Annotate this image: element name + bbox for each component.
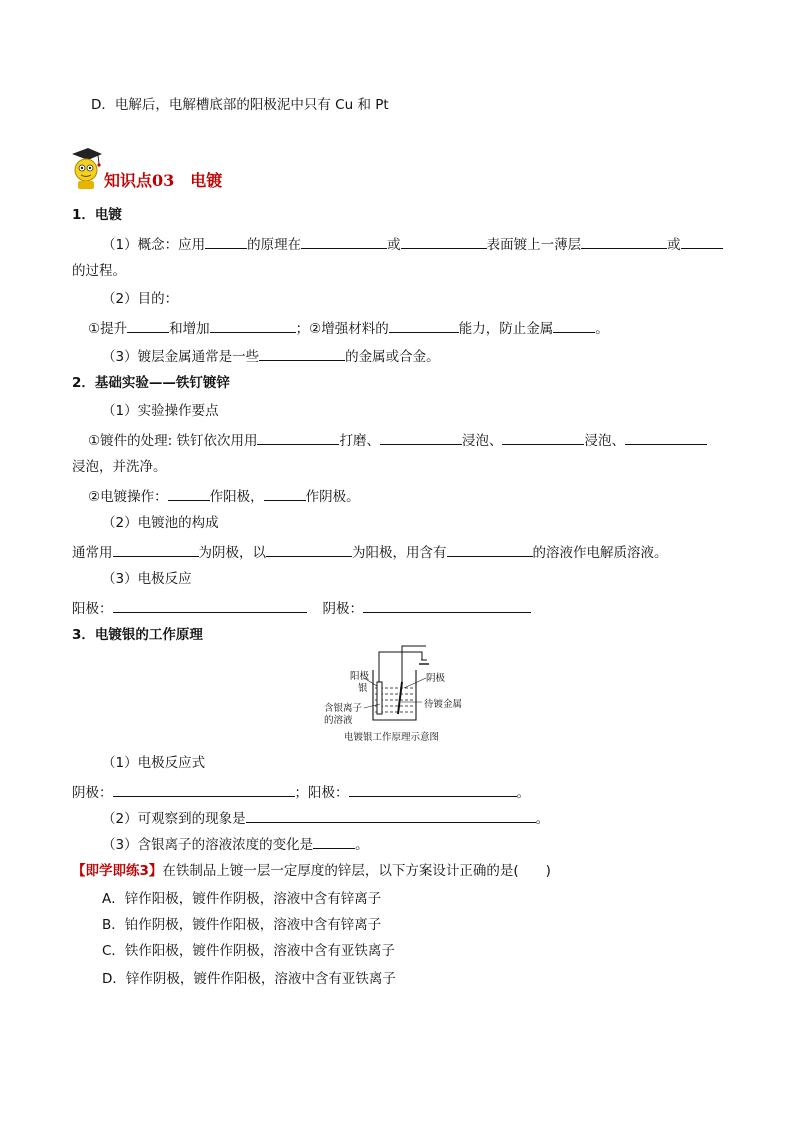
s3-heading: 3．电镀银的工作原理 — [72, 627, 203, 643]
option-b[interactable]: B．铂作阴极，镀件作阳极，溶液中含有锌离子 — [102, 917, 382, 933]
option-d-previous: D．电解后，电解槽底部的阳极泥中只有 Cu 和 Pt — [91, 97, 389, 113]
blank[interactable] — [210, 318, 296, 333]
label-solution-line1: 含银离子 — [324, 703, 363, 714]
blank[interactable] — [502, 430, 584, 445]
blank[interactable] — [349, 782, 517, 797]
blank[interactable] — [113, 782, 295, 797]
blank[interactable] — [257, 430, 339, 445]
blank[interactable] — [301, 234, 387, 249]
s1-plating-metal-line: （3）镀层金属通常是一些 的金属或合金。 — [102, 346, 440, 366]
s1-concept-line: （1）概念：应用 的原理在 或 表面镀上一薄层 或 — [102, 234, 723, 254]
s2-electrodes-line: 阳极： 阴极： — [72, 598, 531, 618]
s2-heading: 2．基础实验——铁钉镀锌 — [72, 375, 230, 391]
blank[interactable] — [401, 234, 487, 249]
label-silver: 银 — [358, 683, 368, 694]
s1-concept-end: 的过程。 — [72, 263, 126, 279]
s2-sub1: （1）实验操作要点 — [102, 403, 219, 419]
option-a[interactable]: A．锌作阳极，镀件作阴极，溶液中含有锌离子 — [102, 891, 382, 907]
blank[interactable] — [313, 834, 355, 849]
blank[interactable] — [363, 598, 531, 613]
option-d[interactable]: D．锌作阴极，镀件作阳极，溶液中含有亚铁离子 — [102, 971, 396, 987]
blank[interactable] — [681, 234, 723, 249]
s2-treat-end: 浸泡，并洗净。 — [72, 459, 167, 475]
blank[interactable] — [380, 430, 462, 445]
blank[interactable] — [266, 542, 352, 557]
s2-sub2: （2）电镀池的构成 — [102, 515, 219, 531]
s2-cell-line: 通常用 为阴极，以 为阳极，用含有 的溶液作电解质溶液。 — [72, 542, 668, 562]
graduate-mascot-icon — [68, 146, 104, 190]
figure-caption: 电镀银工作原理示意图 — [344, 732, 440, 743]
blank[interactable] — [127, 318, 169, 333]
s1-purpose-line: ①提升 和增加 ；②增强材料的 能力，防止金属 。 — [88, 318, 609, 338]
s3-conc-line: （3）含银离子的溶液浓度的变化是 。 — [102, 834, 369, 854]
practice-tag: 【即学即练3】 — [72, 863, 163, 879]
s1-purpose-label: （2）目的： — [102, 291, 179, 307]
label-anode: 阳极 — [350, 671, 370, 682]
practice-question: 【即学即练3】在铁制品上镀一层一定厚度的锌层，以下方案设计正确的是( ) — [72, 863, 551, 879]
label-metal: 待镀金属 — [424, 699, 463, 710]
blank[interactable] — [581, 234, 667, 249]
silver-plating-diagram — [318, 642, 478, 744]
section-header — [68, 146, 368, 190]
s2-treat-line: ①镀件的处理: 铁钉依次用用 打磨、 浸泡、 浸泡、 — [88, 430, 707, 450]
blank[interactable] — [113, 598, 307, 613]
label-solution-line2: 的溶液 — [324, 715, 353, 726]
blank[interactable] — [168, 486, 210, 501]
blank[interactable] — [264, 486, 306, 501]
blank[interactable] — [205, 234, 247, 249]
option-c[interactable]: C．铁作阳极，镀件作阴极，溶液中含有亚铁离子 — [102, 943, 395, 959]
s2-op-line: ②电镀操作： 作阳极， 作阴极。 — [88, 486, 360, 506]
blank[interactable] — [259, 346, 345, 361]
blank[interactable] — [553, 318, 595, 333]
s3-observe-line: （2）可观察到的现象是 。 — [102, 808, 549, 828]
s3-eq-line: 阴极： ；阳极： 。 — [72, 782, 530, 802]
s1-heading: 1．电镀 — [72, 207, 122, 223]
blank[interactable] — [246, 808, 536, 823]
label-cathode: 阴极 — [426, 673, 446, 684]
blank[interactable] — [625, 430, 707, 445]
blank[interactable] — [447, 542, 533, 557]
s2-sub3: （3）电极反应 — [102, 571, 192, 587]
blank[interactable] — [113, 542, 199, 557]
section-title: 知识点03 电镀 — [104, 171, 223, 190]
blank[interactable] — [389, 318, 459, 333]
s3-sub1: （1）电极反应式 — [102, 755, 206, 771]
